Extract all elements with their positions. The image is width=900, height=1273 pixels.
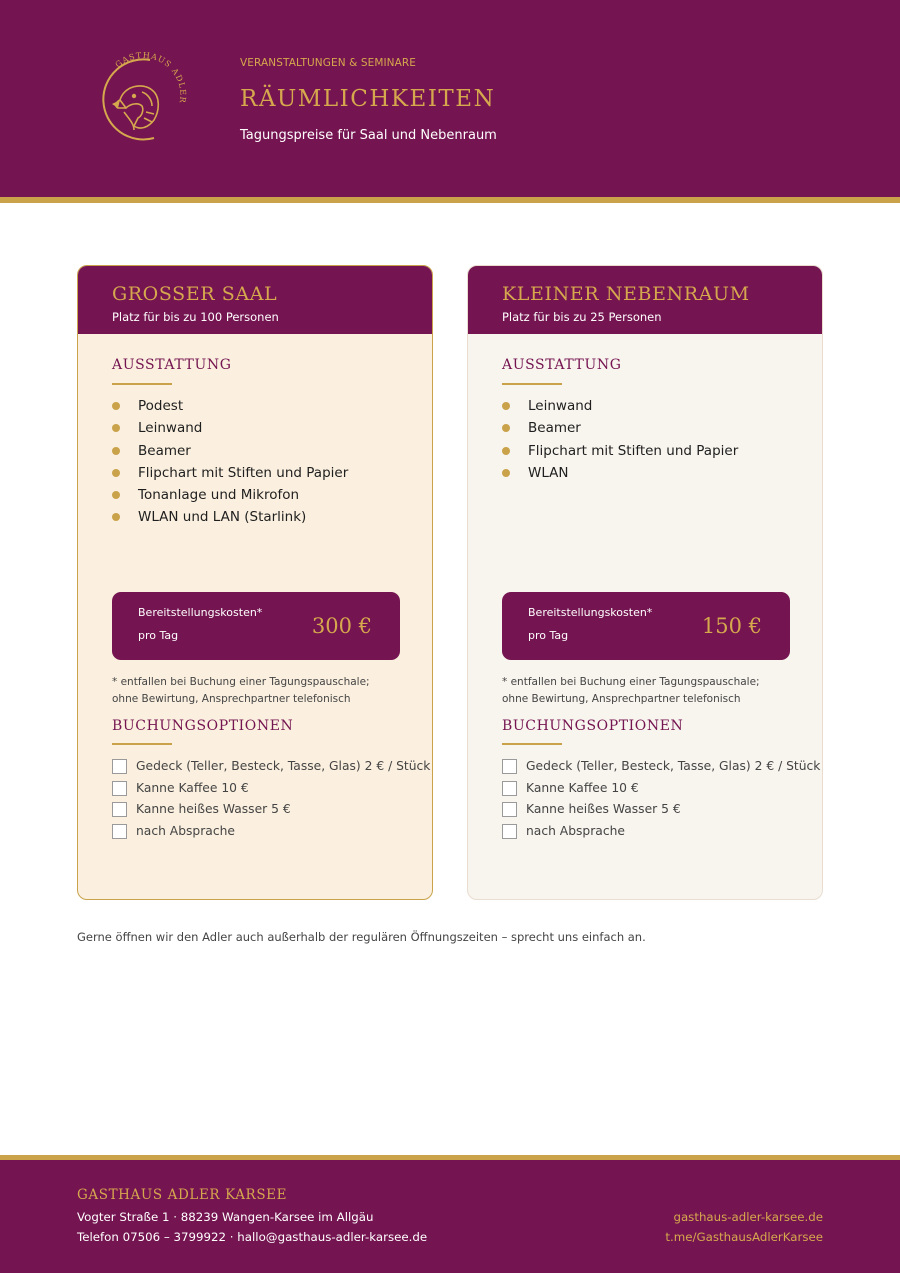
header-kicker: VERANSTALTUNGEN & SEMINARE xyxy=(240,57,417,69)
option-label: Gedeck (Teller, Besteck, Tasse, Glas) 2 € / Stück xyxy=(136,759,431,773)
eagle-logo-icon xyxy=(90,46,190,146)
room-title: GROSSER SAAL xyxy=(112,283,278,305)
bullet-icon xyxy=(502,469,510,477)
feature-label: Leinwand xyxy=(138,420,203,437)
feature-label: WLAN und LAN (Starlink) xyxy=(138,509,307,526)
feature-item xyxy=(112,508,348,530)
footer-address: Vogter Straße 1 · 88239 Wangen-Karsee im Allgäu xyxy=(77,1210,374,1224)
price-unit: pro Tag xyxy=(528,629,569,642)
booking-option[interactable] xyxy=(112,757,430,779)
page-header xyxy=(0,0,900,197)
feature-item xyxy=(112,419,348,441)
booking-option[interactable] xyxy=(112,779,430,801)
option-checkbox[interactable] xyxy=(502,759,517,774)
section-divider xyxy=(502,383,562,385)
features-heading: AUSSTATTUNG xyxy=(502,357,622,373)
booking-option[interactable] xyxy=(502,779,820,801)
options-heading: BUCHUNGSOPTIONEN xyxy=(112,718,294,734)
svg-text:GASTHAUS ADLER xyxy=(114,51,188,104)
section-divider xyxy=(112,383,172,385)
option-label: nach Absprache xyxy=(136,823,235,838)
option-label: Kanne Kaffee 10 € xyxy=(526,780,639,795)
features-heading: AUSSTATTUNG xyxy=(112,357,232,373)
section-divider xyxy=(502,743,562,745)
option-checkbox[interactable] xyxy=(112,759,127,774)
bullet-icon xyxy=(112,447,120,455)
room-card-grosser-saal xyxy=(77,265,433,900)
page-footer xyxy=(0,1160,900,1273)
footnote-line: * entfallen bei Buchung einer Tagungspauschale; xyxy=(502,676,760,688)
booking-option[interactable] xyxy=(502,757,820,779)
feature-item xyxy=(112,442,348,464)
price-value: 300 € xyxy=(311,614,372,638)
feature-label: Flipchart mit Stiften und Papier xyxy=(138,464,349,481)
bullet-icon xyxy=(112,469,120,477)
footnote-line: ohne Bewirtung, Ansprechpartner telefonisch xyxy=(502,693,741,705)
room-card-header xyxy=(468,266,822,334)
option-label: nach Absprache xyxy=(526,823,625,838)
logo-text: GASTHAUS ADLER xyxy=(113,50,188,105)
price-footnote xyxy=(502,674,760,708)
options-heading: BUCHUNGSOPTIONEN xyxy=(502,718,684,734)
option-label: Kanne Kaffee 10 € xyxy=(136,780,249,795)
section-divider xyxy=(112,743,172,745)
option-checkbox[interactable] xyxy=(502,781,517,796)
feature-label: Leinwand xyxy=(528,398,593,414)
price-unit: pro Tag xyxy=(138,629,179,642)
feature-label: Podest xyxy=(138,398,184,414)
room-capacity: Platz für bis zu 25 Personen xyxy=(502,310,662,324)
bullet-icon xyxy=(112,491,120,499)
option-checkbox[interactable] xyxy=(112,781,127,796)
price-box xyxy=(502,592,790,660)
feature-label: WLAN xyxy=(528,464,569,481)
footer-telegram-link[interactable]: t.me/GasthausAdlerKarsee xyxy=(665,1230,823,1244)
footer-website-link[interactable]: gasthaus-adler-karsee.de xyxy=(673,1210,823,1224)
feature-item xyxy=(502,464,738,486)
page-title: RÄUMLICHKEITEN xyxy=(240,86,496,112)
footnote-line: * entfallen bei Buchung einer Tagungspauschale; xyxy=(112,676,370,688)
room-card-header xyxy=(78,266,432,334)
booking-options-list xyxy=(502,757,820,843)
room-card-kleiner-nebenraum xyxy=(467,265,823,900)
room-capacity: Platz für bis zu 100 Personen xyxy=(112,310,279,324)
option-checkbox[interactable] xyxy=(502,802,517,817)
option-checkbox[interactable] xyxy=(502,824,517,839)
page-subtitle: Tagungspreise für Saal und Nebenraum xyxy=(240,128,497,143)
booking-option[interactable] xyxy=(502,800,820,822)
bullet-icon xyxy=(502,424,510,432)
feature-label: Beamer xyxy=(138,442,191,459)
feature-label: Flipchart mit Stiften und Papier xyxy=(528,442,739,459)
closing-note: Gerne öffnen wir den Adler auch außerhalb der regulären Öffnungszeiten – sprecht uns einfach an. xyxy=(77,930,646,944)
footnote-line: ohne Bewirtung, Ansprechpartner telefonisch xyxy=(112,693,351,705)
feature-item xyxy=(502,442,738,464)
footer-contact: Telefon 07506 – 3799922 · hallo@gasthaus-adler-karsee.de xyxy=(77,1230,428,1244)
features-list xyxy=(502,397,738,486)
bullet-icon xyxy=(502,447,510,455)
option-label: Kanne heißes Wasser 5 € xyxy=(136,802,291,816)
bullet-icon xyxy=(502,402,510,410)
price-label: Bereitstellungskosten* xyxy=(138,606,263,619)
booking-option[interactable] xyxy=(112,822,430,844)
option-label: Kanne heißes Wasser 5 € xyxy=(526,802,681,816)
header-divider xyxy=(0,197,900,203)
booking-option[interactable] xyxy=(502,822,820,844)
price-value: 150 € xyxy=(701,614,762,638)
option-label: Gedeck (Teller, Besteck, Tasse, Glas) 2 € / Stück xyxy=(526,759,821,773)
feature-item xyxy=(112,397,348,419)
bullet-icon xyxy=(112,513,120,521)
feature-label: Tonanlage und Mikrofon xyxy=(138,487,300,504)
option-checkbox[interactable] xyxy=(112,824,127,839)
price-box xyxy=(112,592,400,660)
feature-label: Beamer xyxy=(528,420,581,437)
bullet-icon xyxy=(112,402,120,410)
price-label: Bereitstellungskosten* xyxy=(528,606,653,619)
feature-item xyxy=(502,419,738,441)
feature-item xyxy=(112,464,348,486)
feature-item xyxy=(112,486,348,508)
booking-options-list xyxy=(112,757,430,843)
booking-option[interactable] xyxy=(112,800,430,822)
option-checkbox[interactable] xyxy=(112,802,127,817)
features-list xyxy=(112,397,348,531)
feature-item xyxy=(502,397,738,419)
bullet-icon xyxy=(112,424,120,432)
footer-business-name: GASTHAUS ADLER KARSEE xyxy=(77,1187,288,1203)
price-footnote xyxy=(112,674,370,708)
room-title: KLEINER NEBENRAUM xyxy=(502,283,750,305)
